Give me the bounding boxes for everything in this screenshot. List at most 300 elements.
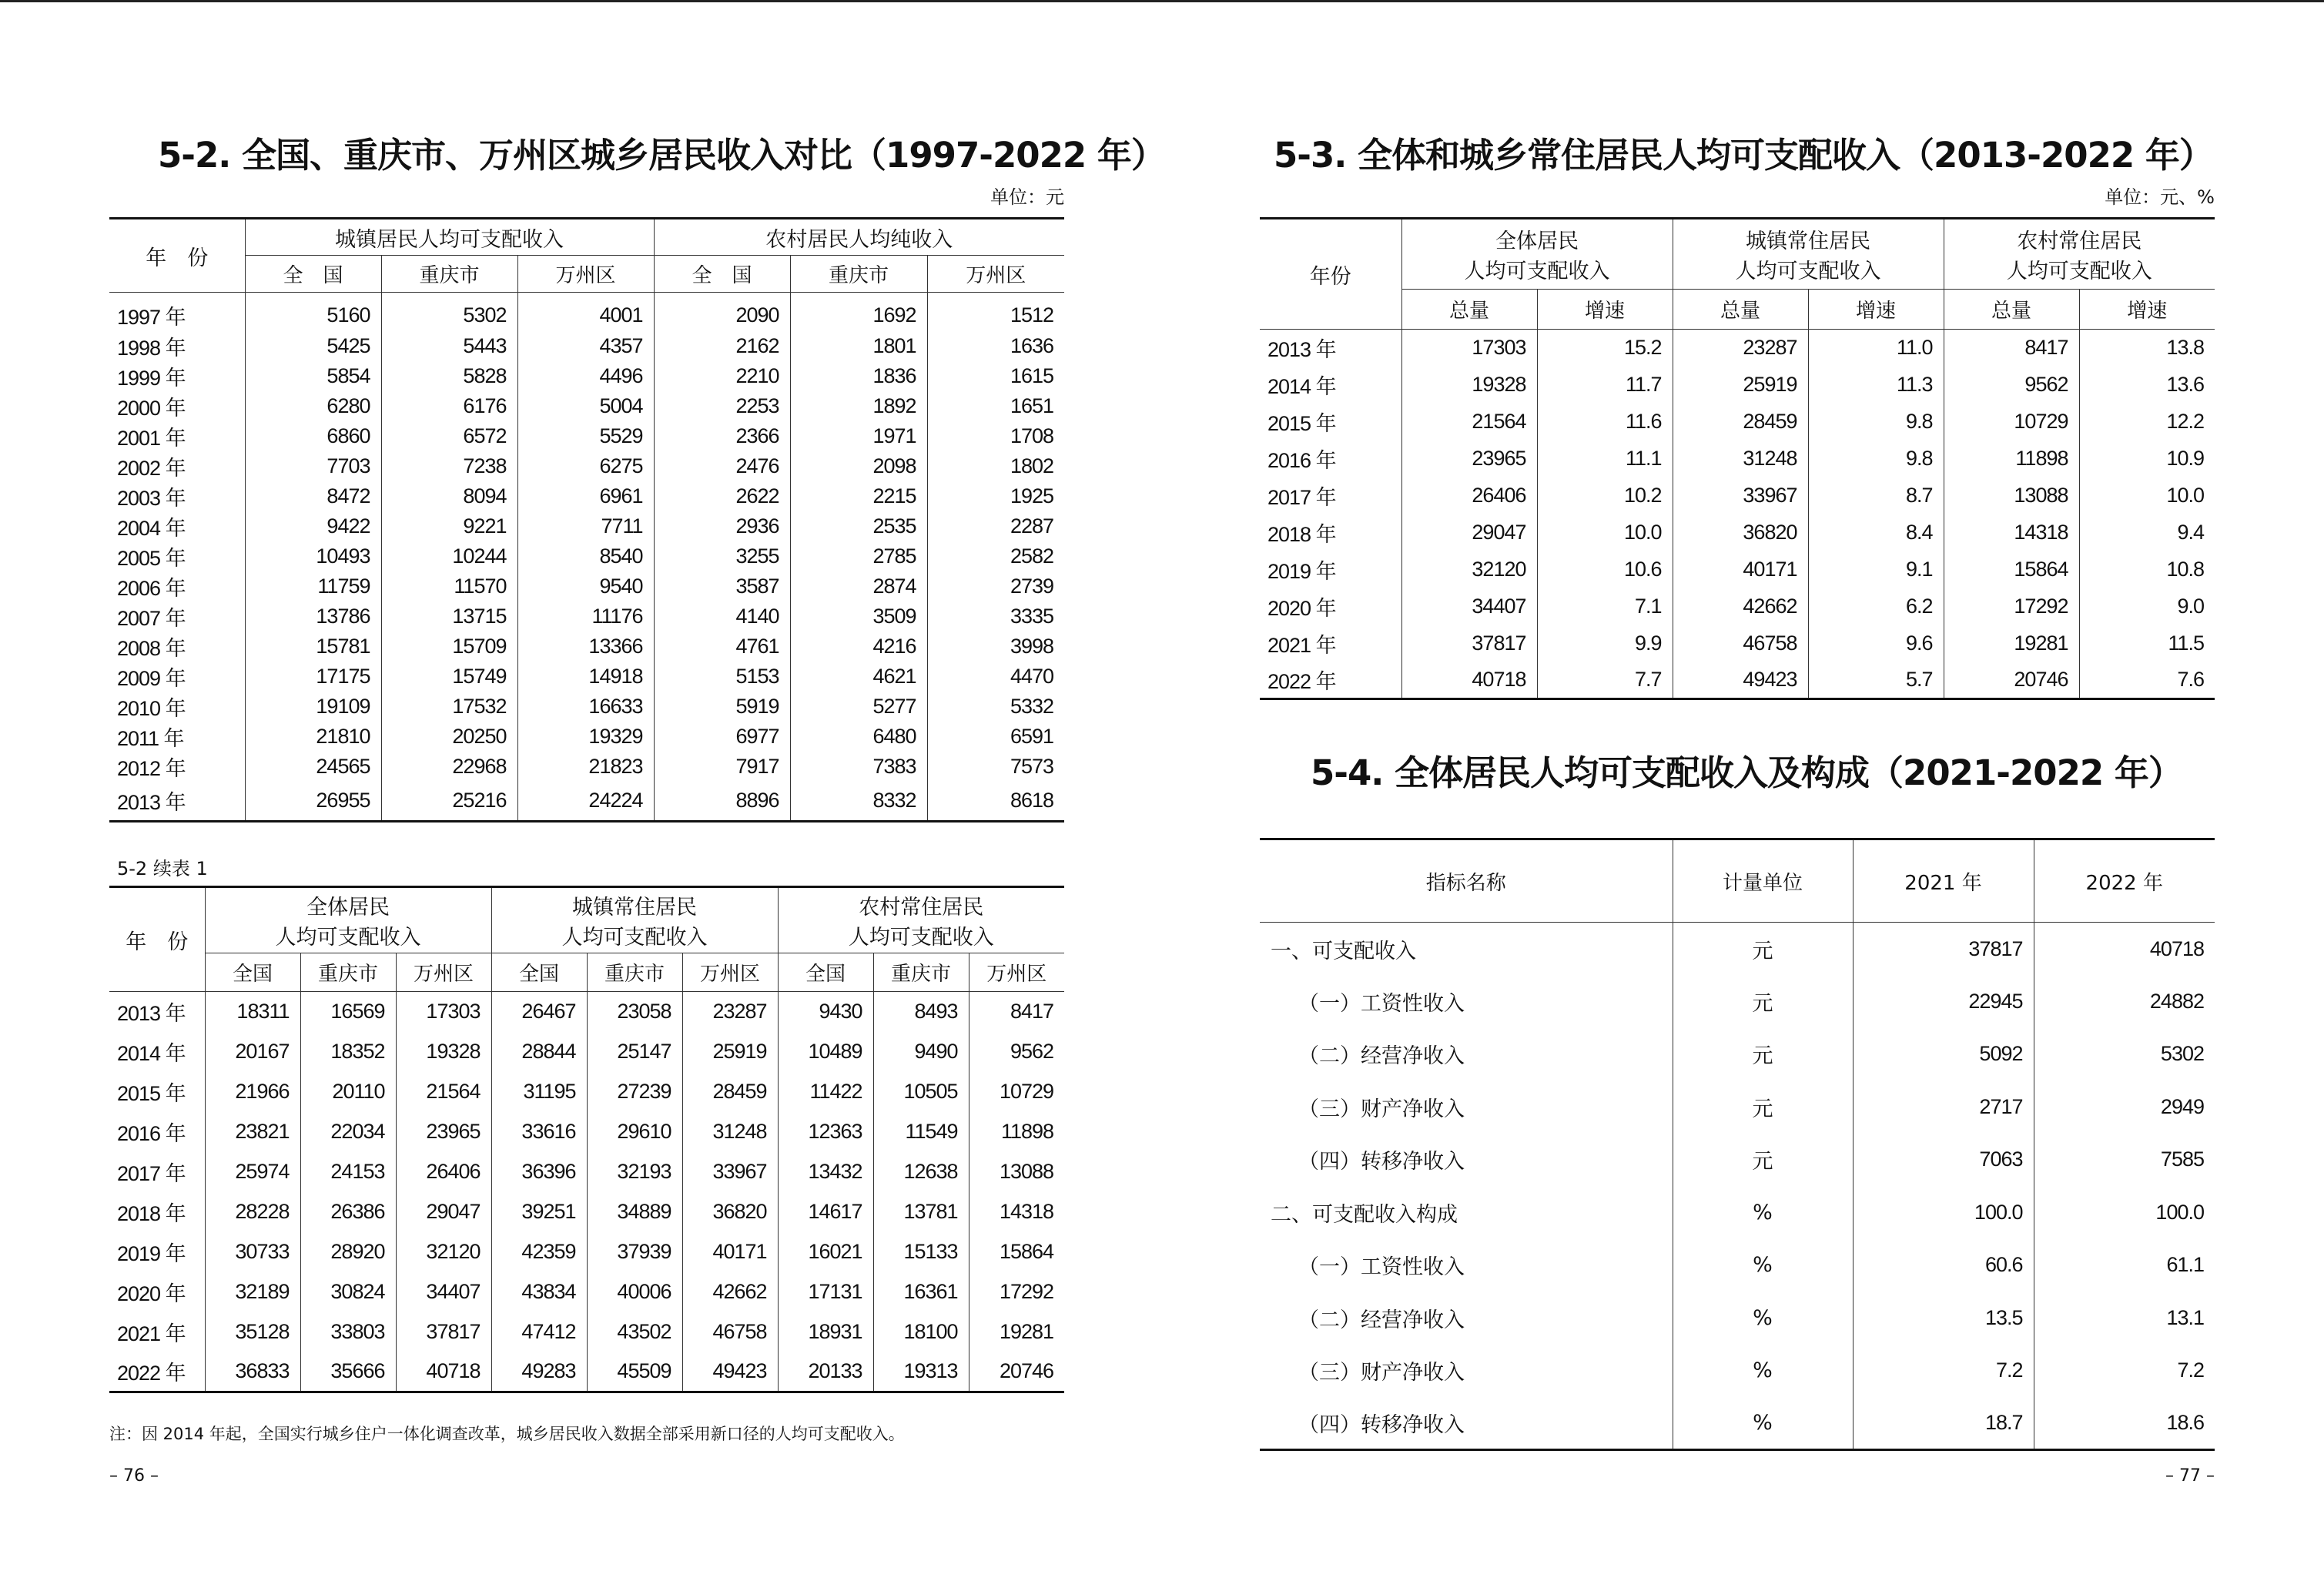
value-cell: 31248 [682, 1112, 778, 1152]
value-cell: 5425 [245, 331, 381, 361]
value-cell: 37817 [396, 1312, 491, 1352]
year-cell: 2013 年 [1267, 338, 1336, 362]
value-cell: 37817 [1853, 923, 2034, 976]
value-cell: 13366 [517, 632, 654, 662]
value-cell: 9.4 [2079, 514, 2215, 551]
value-cell: 24153 [300, 1152, 396, 1192]
table-row [1260, 404, 2215, 441]
value-cell: 47412 [491, 1312, 587, 1352]
hdr-line: 城镇常住居民 [1746, 229, 1870, 253]
value-cell: 4357 [517, 331, 654, 361]
urban-income-header: 城镇居民人均可支配收入 [245, 219, 654, 256]
value-cell: 35666 [300, 1352, 396, 1392]
value-cell: 2366 [654, 421, 790, 451]
value-cell: 9.8 [1808, 404, 1944, 441]
year-cell: 1998 年 [117, 336, 186, 360]
value-cell: 61.1 [2034, 1239, 2215, 1292]
year-cell: 2019 年 [1267, 560, 1336, 583]
value-cell: 29610 [587, 1112, 682, 1152]
table-row [1260, 1134, 2215, 1187]
value-cell: 33616 [491, 1112, 587, 1152]
table-row [1260, 625, 2215, 662]
value-cell: 43834 [491, 1272, 587, 1312]
value-cell: 11422 [778, 1072, 873, 1112]
value-cell: 18931 [778, 1312, 873, 1352]
value-cell: 3335 [927, 601, 1064, 632]
value-cell: 2162 [654, 331, 790, 361]
table-row [109, 511, 1064, 541]
unit-cell: 元 [1673, 1134, 1853, 1187]
table-row [109, 541, 1064, 571]
indicator-name: （二）经营净收入 [1298, 1308, 1465, 1332]
value-cell: 21810 [245, 722, 381, 752]
year-cell: 2021 年 [1267, 634, 1336, 657]
year-cell: 2000 年 [117, 396, 186, 420]
column-header: 全 国 [654, 256, 790, 293]
value-cell: 2535 [790, 511, 927, 541]
left-page [109, 0, 1165, 1588]
value-cell: 7711 [517, 511, 654, 541]
column-header: 全国 [491, 953, 587, 992]
value-cell: 20250 [381, 722, 517, 752]
indicator-name: （一）工资性收入 [1298, 1255, 1465, 1280]
value-cell: 49423 [1673, 662, 1808, 699]
urban-residents-header-3 [1673, 219, 1944, 290]
value-cell: 17303 [1401, 330, 1537, 367]
value-cell: 100.0 [2034, 1186, 2215, 1239]
all-residents-header-3 [1401, 219, 1673, 290]
value-cell: 15749 [381, 662, 517, 692]
value-cell: 40171 [1673, 551, 1808, 588]
value-cell: 1802 [927, 451, 1064, 481]
value-cell: 18.6 [2034, 1397, 2215, 1450]
column-header: 万州区 [396, 953, 491, 992]
value-cell: 4216 [790, 632, 927, 662]
year-cell: 2008 年 [117, 636, 186, 660]
year-cell: 2005 年 [117, 546, 186, 570]
table-row [109, 331, 1064, 361]
value-cell: 2622 [654, 481, 790, 511]
table-row [1260, 441, 2215, 477]
value-cell: 8540 [517, 541, 654, 571]
value-cell: 19328 [396, 1032, 491, 1072]
value-cell: 29047 [1401, 514, 1537, 551]
value-cell: 14318 [969, 1192, 1064, 1232]
value-cell: 9562 [969, 1032, 1064, 1072]
value-cell: 2215 [790, 481, 927, 511]
table-5-2 [109, 217, 1064, 822]
value-cell: 2476 [654, 451, 790, 481]
value-cell: 40171 [682, 1232, 778, 1272]
value-cell: 5004 [517, 391, 654, 421]
value-cell: 8.4 [1808, 514, 1944, 551]
column-header: 增速 [1537, 290, 1673, 330]
year-cell: 2009 年 [117, 666, 186, 690]
value-cell: 24882 [2034, 975, 2215, 1028]
value-cell: 4621 [790, 662, 927, 692]
value-cell: 4761 [654, 632, 790, 662]
table-5-4 [1260, 838, 2215, 1451]
indicator-name: （二）经营净收入 [1298, 1044, 1465, 1069]
value-cell: 2582 [927, 541, 1064, 571]
table-row [1260, 1080, 2215, 1134]
value-cell: 6280 [245, 391, 381, 421]
value-cell: 27239 [587, 1072, 682, 1112]
value-cell: 17292 [1944, 588, 2079, 625]
value-cell: 7238 [381, 451, 517, 481]
value-cell: 10.9 [2079, 441, 2215, 477]
value-cell: 60.6 [1853, 1239, 2034, 1292]
value-cell: 5092 [1853, 1028, 2034, 1081]
value-cell: 23821 [205, 1112, 300, 1152]
footnote: 注：因 2014 年起，全国实行城乡住户一体化调查改革，城乡居民收入数据全部采用新口径的人均可支配收入。 [109, 1425, 905, 1443]
hdr-line: 农村常住居民 [859, 896, 984, 920]
value-cell: 7917 [654, 752, 790, 782]
hdr-line: 人均可支配收入 [561, 926, 708, 950]
value-cell: 19109 [245, 692, 381, 722]
value-cell: 3587 [654, 571, 790, 601]
table-row [109, 782, 1064, 822]
value-cell: 5529 [517, 421, 654, 451]
value-cell: 32120 [1401, 551, 1537, 588]
value-cell: 8896 [654, 782, 790, 822]
value-cell: 23965 [1401, 441, 1537, 477]
value-cell: 11570 [381, 571, 517, 601]
value-cell: 1971 [790, 421, 927, 451]
value-cell: 1708 [927, 421, 1064, 451]
indicator-name: 二、可支配收入构成 [1271, 1202, 1458, 1227]
value-cell: 15133 [873, 1232, 969, 1272]
value-cell: 14617 [778, 1192, 873, 1232]
column-header: 重庆市 [381, 256, 517, 293]
value-cell: 10505 [873, 1072, 969, 1112]
value-cell: 8493 [873, 992, 969, 1032]
table-row [109, 391, 1064, 421]
column-header: 增速 [1808, 290, 1944, 330]
value-cell: 11549 [873, 1112, 969, 1152]
value-cell: 19313 [873, 1352, 969, 1392]
value-cell: 20133 [778, 1352, 873, 1392]
value-cell: 11898 [1944, 441, 2079, 477]
value-cell: 24565 [245, 752, 381, 782]
right-page [1260, 0, 2215, 1588]
value-cell: 24224 [517, 782, 654, 822]
value-cell: 7063 [1853, 1134, 2034, 1187]
value-cell: 40006 [587, 1272, 682, 1312]
year-cell: 2011 年 [117, 726, 184, 750]
value-cell: 10729 [969, 1072, 1064, 1112]
value-cell: 2874 [790, 571, 927, 601]
value-cell: 19328 [1401, 367, 1537, 404]
value-cell: 9221 [381, 511, 517, 541]
value-cell: 19281 [969, 1312, 1064, 1352]
value-cell: 4496 [517, 361, 654, 391]
value-cell: 49423 [682, 1352, 778, 1392]
value-cell: 37939 [587, 1232, 682, 1272]
value-cell: 34889 [587, 1192, 682, 1232]
value-cell: 23287 [682, 992, 778, 1032]
table-row [1260, 1186, 2215, 1239]
year-cell: 2020 年 [1267, 597, 1336, 620]
value-cell: 31248 [1673, 441, 1808, 477]
column-header: 重庆市 [300, 953, 396, 992]
value-cell: 32189 [205, 1272, 300, 1312]
rural-residents-header-3 [1944, 219, 2215, 290]
unit-cell: 元 [1673, 1080, 1853, 1134]
column-header: 万州区 [969, 953, 1064, 992]
value-cell: 5.7 [1808, 662, 1944, 699]
value-cell: 42662 [682, 1272, 778, 1312]
value-cell: 7573 [927, 752, 1064, 782]
value-cell: 28228 [205, 1192, 300, 1232]
table-row [109, 1232, 1064, 1272]
hdr-line: 人均可支配收入 [1735, 260, 1881, 283]
year-cell: 2015 年 [1267, 412, 1336, 435]
table-row [109, 1072, 1064, 1112]
unit-cell: % [1673, 1345, 1853, 1398]
column-header: 指标名称 [1260, 839, 1673, 923]
value-cell: 16569 [300, 992, 396, 1032]
value-cell: 26406 [396, 1152, 491, 1192]
value-cell: 8618 [927, 782, 1064, 822]
value-cell: 4470 [927, 662, 1064, 692]
value-cell: 8472 [245, 481, 381, 511]
value-cell: 1651 [927, 391, 1064, 421]
value-cell: 18311 [205, 992, 300, 1032]
column-header: 重庆市 [790, 256, 927, 293]
value-cell: 40718 [2034, 923, 2215, 976]
value-cell: 2253 [654, 391, 790, 421]
year-cell: 2006 年 [117, 576, 186, 600]
value-cell: 32120 [396, 1232, 491, 1272]
year-cell: 2019 年 [117, 1242, 186, 1265]
table-row [1260, 1028, 2215, 1081]
value-cell: 9430 [778, 992, 873, 1032]
table-5-3-unit: 单位：元、% [2105, 186, 2215, 208]
table-row [1260, 662, 2215, 699]
value-cell: 13432 [778, 1152, 873, 1192]
year-header-2: 年 份 [109, 887, 205, 992]
value-cell: 1636 [927, 331, 1064, 361]
value-cell: 20746 [1944, 662, 2079, 699]
value-cell: 22968 [381, 752, 517, 782]
value-cell: 33803 [300, 1312, 396, 1352]
value-cell: 21564 [396, 1072, 491, 1112]
table-row [109, 1152, 1064, 1192]
value-cell: 16633 [517, 692, 654, 722]
table-row [1260, 588, 2215, 625]
table-row [1260, 975, 2215, 1028]
value-cell: 5443 [381, 331, 517, 361]
value-cell: 21564 [1401, 404, 1537, 441]
table-5-3 [1260, 217, 2215, 700]
table-row [109, 1312, 1064, 1352]
value-cell: 9562 [1944, 367, 2079, 404]
value-cell: 13786 [245, 601, 381, 632]
table-5-2-title: 5-2. 全国、重庆市、万州区城乡居民收入对比（1997-2022 年） [158, 135, 1165, 176]
value-cell: 30733 [205, 1232, 300, 1272]
value-cell: 35128 [205, 1312, 300, 1352]
column-header: 总量 [1673, 290, 1808, 330]
value-cell: 2210 [654, 361, 790, 391]
column-header: 重庆市 [873, 953, 969, 992]
table-row [109, 421, 1064, 451]
table-row [109, 1192, 1064, 1232]
value-cell: 6480 [790, 722, 927, 752]
indicator-name: （三）财产净收入 [1298, 1361, 1465, 1385]
unit-cell: % [1673, 1292, 1853, 1345]
all-residents-header [205, 887, 491, 953]
table-5-2-continued [109, 886, 1064, 1393]
value-cell: 8417 [969, 992, 1064, 1032]
value-cell: 20746 [969, 1352, 1064, 1392]
value-cell: 11.1 [1537, 441, 1673, 477]
column-header: 万州区 [517, 256, 654, 293]
column-header: 万州区 [682, 953, 778, 992]
column-header: 万州区 [927, 256, 1064, 293]
value-cell: 18.7 [1853, 1397, 2034, 1450]
table-5-2-unit: 单位：元 [990, 186, 1064, 208]
value-cell: 42662 [1673, 588, 1808, 625]
value-cell: 8332 [790, 782, 927, 822]
value-cell: 5302 [2034, 1028, 2215, 1081]
value-cell: 10729 [1944, 404, 2079, 441]
hdr-line: 农村常住居民 [2017, 229, 2142, 253]
year-cell: 2002 年 [117, 456, 186, 480]
value-cell: 2936 [654, 511, 790, 541]
value-cell: 16021 [778, 1232, 873, 1272]
value-cell: 12363 [778, 1112, 873, 1152]
table-row [109, 601, 1064, 632]
hdr-line: 人均可支配收入 [2006, 260, 2152, 283]
value-cell: 1801 [790, 331, 927, 361]
table-row [1260, 1292, 2215, 1345]
value-cell: 7.7 [1537, 662, 1673, 699]
value-cell: 10.2 [1537, 477, 1673, 514]
value-cell: 17292 [969, 1272, 1064, 1312]
value-cell: 11.0 [1808, 330, 1944, 367]
value-cell: 28459 [1673, 404, 1808, 441]
year-cell: 2017 年 [1267, 486, 1336, 509]
value-cell: 11.5 [2079, 625, 2215, 662]
value-cell: 17532 [381, 692, 517, 722]
value-cell: 2739 [927, 571, 1064, 601]
year-header: 年 份 [109, 219, 245, 293]
value-cell: 34407 [396, 1272, 491, 1312]
year-cell: 2018 年 [117, 1202, 186, 1225]
table-row [1260, 923, 2215, 976]
year-cell: 2022 年 [117, 1362, 186, 1385]
value-cell: 13781 [873, 1192, 969, 1232]
value-cell: 5277 [790, 692, 927, 722]
value-cell: 36833 [205, 1352, 300, 1392]
value-cell: 13.6 [2079, 367, 2215, 404]
value-cell: 20110 [300, 1072, 396, 1112]
value-cell: 22034 [300, 1112, 396, 1152]
value-cell: 3255 [654, 541, 790, 571]
year-cell: 1999 年 [117, 366, 186, 390]
value-cell: 45509 [587, 1352, 682, 1392]
value-cell: 10.8 [2079, 551, 2215, 588]
value-cell: 40718 [1401, 662, 1537, 699]
indicator-name: （四）转移净收入 [1298, 1150, 1465, 1174]
value-cell: 23058 [587, 992, 682, 1032]
table-row [109, 571, 1064, 601]
value-cell: 36396 [491, 1152, 587, 1192]
value-cell: 1836 [790, 361, 927, 391]
value-cell: 5153 [654, 662, 790, 692]
value-cell: 5854 [245, 361, 381, 391]
value-cell: 9490 [873, 1032, 969, 1072]
value-cell: 2287 [927, 511, 1064, 541]
value-cell: 19329 [517, 722, 654, 752]
value-cell: 11759 [245, 571, 381, 601]
value-cell: 23287 [1673, 330, 1808, 367]
table-row [109, 992, 1064, 1032]
value-cell: 46758 [1673, 625, 1808, 662]
value-cell: 28920 [300, 1232, 396, 1272]
indicator-name: 一、可支配收入 [1271, 939, 1416, 963]
value-cell: 40718 [396, 1352, 491, 1392]
table-5-4-title: 5-4. 全体居民人均可支配收入及构成（2021-2022 年） [1311, 752, 2182, 793]
value-cell: 6176 [381, 391, 517, 421]
value-cell: 4140 [654, 601, 790, 632]
value-cell: 33967 [1673, 477, 1808, 514]
urban-residents-header [491, 887, 778, 953]
value-cell: 46758 [682, 1312, 778, 1352]
value-cell: 17175 [245, 662, 381, 692]
value-cell: 5332 [927, 692, 1064, 722]
value-cell: 13.8 [2079, 330, 2215, 367]
value-cell: 18100 [873, 1312, 969, 1352]
value-cell: 30824 [300, 1272, 396, 1312]
unit-cell: 元 [1673, 1028, 1853, 1081]
unit-cell: % [1673, 1186, 1853, 1239]
indicator-name: （一）工资性收入 [1298, 991, 1465, 1016]
table-row [1260, 367, 2215, 404]
value-cell: 39251 [491, 1192, 587, 1232]
value-cell: 6961 [517, 481, 654, 511]
year-cell: 2014 年 [1267, 375, 1336, 398]
value-cell: 21823 [517, 752, 654, 782]
year-cell: 2004 年 [117, 516, 186, 540]
value-cell: 9.9 [1537, 625, 1673, 662]
value-cell: 26386 [300, 1192, 396, 1232]
unit-cell: 元 [1673, 975, 1853, 1028]
value-cell: 29047 [396, 1192, 491, 1232]
unit-cell: % [1673, 1239, 1853, 1292]
value-cell: 13088 [1944, 477, 2079, 514]
value-cell: 13.5 [1853, 1292, 2034, 1345]
value-cell: 7.2 [1853, 1345, 2034, 1398]
hdr-line: 人均可支配收入 [848, 926, 994, 950]
value-cell: 1615 [927, 361, 1064, 391]
table-row [109, 1112, 1064, 1152]
column-header: 全国 [778, 953, 873, 992]
value-cell: 13.1 [2034, 1292, 2215, 1345]
column-header: 全 国 [245, 256, 381, 293]
value-cell: 6275 [517, 451, 654, 481]
value-cell: 11.3 [1808, 367, 1944, 404]
year-cell: 2016 年 [1267, 449, 1336, 472]
value-cell: 3998 [927, 632, 1064, 662]
value-cell: 10.0 [1537, 514, 1673, 551]
year-cell: 2001 年 [117, 426, 186, 450]
value-cell: 7585 [2034, 1134, 2215, 1187]
value-cell: 9.8 [1808, 441, 1944, 477]
page-number-left: – 76 – [109, 1466, 159, 1486]
value-cell: 100.0 [1853, 1186, 2034, 1239]
